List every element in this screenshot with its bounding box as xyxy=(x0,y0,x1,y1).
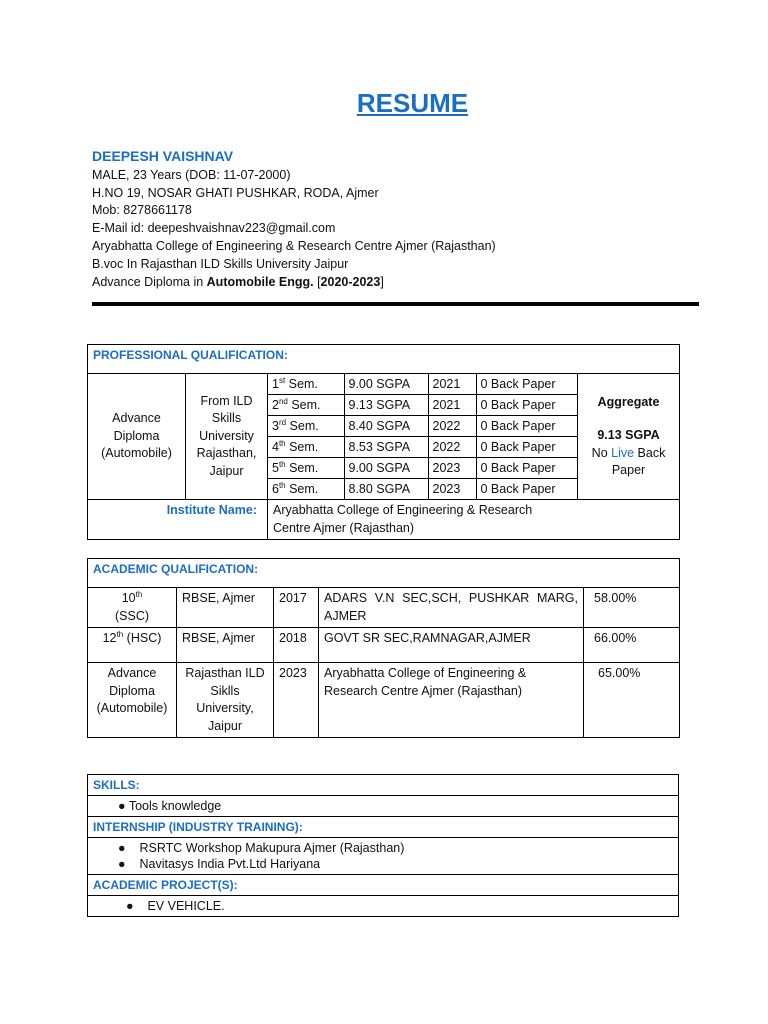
header-line-college: Aryabhatta College of Engineering & Research Centre Ajmer (Rajasthan) xyxy=(92,238,496,253)
hsc-num: 12 xyxy=(102,631,117,645)
academic-board: Rajasthan ILD Siklls University, Jaipur xyxy=(177,663,274,738)
semester-year: 2023 xyxy=(428,458,476,479)
semester-back-paper: 0 Back Paper xyxy=(476,479,577,500)
internship-item xyxy=(118,840,673,856)
semester-back-paper: 0 Back Paper xyxy=(476,458,577,479)
semester-year: 2023 xyxy=(428,479,476,500)
skill-text: Tools knowledge xyxy=(128,799,222,813)
candidate-name: DEEPESH VAISHNAV xyxy=(92,148,234,164)
aggregate-value: 9.13 SGPA xyxy=(597,428,660,442)
semester-name xyxy=(268,479,344,500)
semester-sgpa: 9.00 SGPA xyxy=(344,374,428,395)
semester-suffix: st xyxy=(278,375,286,385)
no-live-part1: No xyxy=(591,445,612,460)
aggregate-cell xyxy=(578,374,680,500)
professional-qualification-table xyxy=(87,344,680,540)
header-line-email: E-Mail id: deepeshvaishnav223@gmail.com xyxy=(92,221,336,236)
diploma-bracket-open: [ xyxy=(313,274,321,289)
aggregate-label: Aggregate xyxy=(597,394,660,409)
academic-board: RBSE, Ajmer xyxy=(177,588,274,628)
institute-label: Institute Name: xyxy=(88,500,268,540)
semester-number: 3 xyxy=(272,419,279,433)
semester-label: Sem. xyxy=(286,419,319,433)
academic-percentage: 65.00% xyxy=(584,663,680,738)
internship-text: RSRTC Workshop Makupura Ajmer (Rajasthan) xyxy=(139,841,405,855)
header-line-address: H.NO 19, NOSAR GHATI PUSHKAR, RODA, Ajmer xyxy=(92,185,379,200)
semester-year: 2021 xyxy=(428,374,476,395)
academic-school: ADARS V.N SEC,SCH, PUSHKAR MARG, AJMER xyxy=(319,588,584,628)
skill-item xyxy=(88,796,679,817)
semester-label: Sem. xyxy=(287,398,321,412)
semester-back-paper: 0 Back Paper xyxy=(476,416,577,437)
no-live-back-paper xyxy=(583,445,674,480)
semester-row xyxy=(268,374,577,395)
academic-qualification: Advance Diploma (Automobile) xyxy=(88,663,177,738)
header-line-bvoc: B.voc In Rajasthan ILD Skills University Jaipur xyxy=(92,256,349,271)
semester-back-paper: 0 Back Paper xyxy=(476,395,577,416)
semester-number: 4 xyxy=(272,440,279,454)
semester-year: 2022 xyxy=(428,437,476,458)
academic-school: Aryabhatta College of Engineering & Research Centre Ajmer (Rajasthan) xyxy=(319,663,584,738)
semester-row xyxy=(268,458,577,479)
semester-year: 2022 xyxy=(428,416,476,437)
skills-heading: SKILLS: xyxy=(88,775,679,796)
semester-back-paper: 0 Back Paper xyxy=(476,437,577,458)
semester-number: 6 xyxy=(272,482,279,496)
semester-sgpa: 9.13 SGPA xyxy=(344,395,428,416)
internship-heading: INTERNSHIP (INDUSTRY TRAINING): xyxy=(88,817,679,838)
ssc-label: (SSC) xyxy=(114,608,150,623)
bullet-icon: ● xyxy=(118,841,126,855)
resume-title: RESUME xyxy=(356,88,469,118)
academic-school: GOVT SR SEC,RAMNAGAR,AJMER xyxy=(319,628,584,663)
header-line-gender-age: MALE, 23 Years (DOB: 11-07-2000) xyxy=(92,167,291,182)
contact-header xyxy=(92,148,496,291)
academic-year: 2017 xyxy=(274,588,319,628)
semester-sgpa: 8.80 SGPA xyxy=(344,479,428,500)
semester-name xyxy=(268,458,344,479)
semester-label: Sem. xyxy=(285,461,319,475)
bullet-icon: ● xyxy=(118,799,126,813)
semester-label: Sem. xyxy=(285,377,318,391)
academic-row xyxy=(88,588,680,628)
semester-name xyxy=(268,395,344,416)
academic-board: RBSE, Ajmer xyxy=(177,628,274,663)
semester-label: Sem. xyxy=(285,440,319,454)
semester-number: 1 xyxy=(272,377,279,391)
academic-qualification xyxy=(88,588,177,628)
no-live-part3: Back Paper xyxy=(611,445,666,477)
semester-grid xyxy=(268,374,578,500)
header-divider xyxy=(92,302,699,306)
semester-suffix: rd xyxy=(278,417,287,427)
diploma-prefix: Advance Diploma in xyxy=(92,274,207,289)
ssc-num: 10 xyxy=(121,591,136,605)
semester-sgpa: 8.40 SGPA xyxy=(344,416,428,437)
semester-suffix: th xyxy=(278,438,286,448)
semester-row xyxy=(268,479,577,500)
prof-course: Advance Diploma (Automobile) xyxy=(88,374,186,500)
academic-heading: ACADEMIC QUALIFICATION: xyxy=(88,559,680,588)
semester-suffix: th xyxy=(278,459,286,469)
skills-table xyxy=(87,774,679,917)
institute-value: Aryabhatta College of Engineering & Research Centre Ajmer (Rajasthan) xyxy=(268,500,680,540)
semester-suffix: th xyxy=(278,480,286,490)
projects-heading: ACADEMIC PROJECT(S): xyxy=(88,875,679,896)
semester-suffix: nd xyxy=(278,396,288,406)
academic-year: 2018 xyxy=(274,628,319,663)
hsc-sup: th xyxy=(116,629,124,639)
diploma-branch: Automobile Engg. xyxy=(206,274,314,289)
ssc-sup: th xyxy=(135,589,143,599)
semester-sgpa: 8.53 SGPA xyxy=(344,437,428,458)
semester-back-paper: 0 Back Paper xyxy=(476,374,577,395)
semester-year: 2021 xyxy=(428,395,476,416)
semester-name xyxy=(268,374,344,395)
internship-text: Navitasys India Pvt.Ltd Hariyana xyxy=(139,857,321,871)
semester-sgpa: 9.00 SGPA xyxy=(344,458,428,479)
academic-qualification-table xyxy=(87,558,680,738)
bullet-icon: ● xyxy=(118,857,126,871)
academic-year: 2023 xyxy=(274,663,319,738)
semester-row xyxy=(268,416,577,437)
semester-number: 5 xyxy=(272,461,279,475)
internship-list xyxy=(88,838,679,875)
academic-percentage: 66.00% xyxy=(584,628,680,663)
academic-row xyxy=(88,628,680,663)
semester-table xyxy=(268,374,577,499)
internship-item xyxy=(118,856,673,872)
semester-label: Sem. xyxy=(285,482,319,496)
bullet-icon: ● xyxy=(126,899,134,913)
hsc-label: (HSC) xyxy=(123,631,162,645)
semester-row xyxy=(268,395,577,416)
project-item xyxy=(88,896,679,917)
academic-row xyxy=(88,663,680,738)
header-line-mobile: Mob: 8278661178 xyxy=(92,203,192,218)
academic-qualification xyxy=(88,628,177,663)
diploma-years: 2020-2023 xyxy=(320,274,381,289)
professional-heading: PROFESSIONAL QUALIFICATION: xyxy=(88,345,680,374)
diploma-bracket-close: ] xyxy=(380,274,384,289)
semester-name xyxy=(268,416,344,437)
no-live-part2: Live xyxy=(611,445,635,460)
semester-number: 2 xyxy=(272,398,279,412)
prof-university: From ILD Skills University Rajasthan, Jaipur xyxy=(186,374,268,500)
academic-percentage: 58.00% xyxy=(584,588,680,628)
header-line-diploma xyxy=(92,274,496,292)
semester-name xyxy=(268,437,344,458)
semester-row xyxy=(268,437,577,458)
project-text: EV VEHICLE. xyxy=(147,899,225,913)
